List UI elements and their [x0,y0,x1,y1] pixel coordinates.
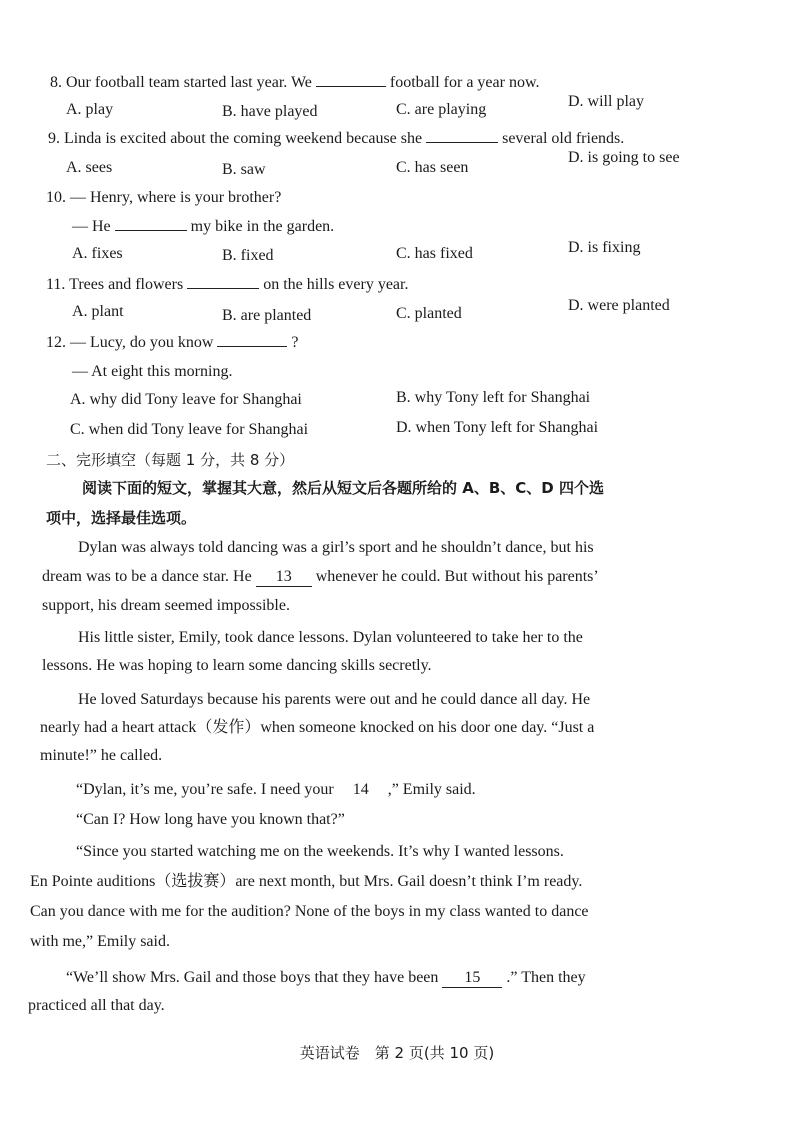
stem-text: — Lucy, do you know [70,334,214,351]
option-c: C. planted [396,305,462,322]
question-10-line2 [72,216,334,237]
passage-line: “Since you started watching me on the weekends. It’s why I wanted lessons. [76,843,564,860]
passage-text: whenever he could. But without his parents’ [315,568,599,585]
passage-text: .” Then they [506,969,586,986]
passage-line: He loved Saturdays because his parents were out and he could dance all day. He [78,691,591,708]
question-12-line1 [46,332,299,353]
passage-line: minute!” he called. [40,747,163,764]
question-9-stem [48,128,624,149]
question-number: 12. [46,334,66,351]
passage-line: Dylan was always told dancing was a girl’s sport and he shouldn’t dance, but his [78,539,594,556]
option-d: D. were planted [568,297,670,314]
question-number: 10. [46,189,66,206]
cloze-blank-15: 15 [442,969,502,988]
passage-line: with me,” Emily said. [30,933,170,950]
passage-text: ,” Emily said. [387,781,476,798]
option-c: C. has seen [396,159,469,176]
passage-line: Can you dance with me for the audition? None of the boys in my class wanted to dance [30,903,589,920]
option-c: C. when did Tony leave for Shanghai [70,421,309,438]
cloze-blank-13: 13 [256,568,312,587]
stem-text: several old friends. [502,130,625,147]
option-d: D. when Tony left for Shanghai [396,419,599,436]
question-number: 9. [48,130,60,147]
cloze-blank-14: 14 [352,781,369,798]
answer-blank [426,128,498,143]
option-b: B. have played [222,103,318,120]
passage-line: support, his dream seemed impossible. [42,597,290,614]
stem-text: my bike in the garden. [190,218,335,235]
passage-line: practiced all that day. [28,997,165,1014]
passage-line [42,567,599,587]
option-b: B. fixed [222,247,274,264]
option-d: D. will play [568,93,644,110]
stem-text: on the hills every year. [263,276,409,293]
option-b: B. saw [222,161,266,178]
passage-line: lessons. He was hoping to learn some dancing skills secretly. [42,657,432,674]
passage-text: dream was to be a dance star. He [42,568,252,585]
stem-text: — He [72,218,111,235]
stem-text: — Henry, where is your brother? [70,189,282,206]
passage-line: En Pointe auditions（选拔赛）are next month, but Mrs. Gail doesn’t think I’m ready. [30,873,583,890]
question-number: 11. [46,276,66,293]
page-footer: 英语试卷 第 2 页(共 10 页) [299,1044,495,1062]
section-instruction-line1: 阅读下面的短文，掌握其大意，然后从短文后各题所给的 A、B、C、D 四个选 [82,479,604,497]
answer-blank [187,274,259,289]
answer-blank [217,332,287,347]
option-d: D. is fixing [568,239,641,256]
question-11-stem [46,274,408,295]
option-b: B. why Tony left for Shanghai [396,389,591,406]
stem-text: Trees and flowers [69,276,184,293]
passage-text: “Dylan, it’s me, you’re safe. I need your [76,781,334,798]
section-heading: 二、完形填空（每题 1 分，共 8 分） [46,451,295,469]
option-a: A. why did Tony leave for Shanghai [70,391,302,408]
passage-line [76,780,476,800]
option-d: D. is going to see [568,149,680,166]
stem-text: football for a year now. [389,74,540,91]
passage-text: “We’ll show Mrs. Gail and those boys that they have been [66,969,439,986]
question-10-line1 [46,188,281,208]
option-a: A. sees [66,159,113,176]
passage-line: nearly had a heart attack（发作）when someone knocked on his door one day. “Just a [40,719,595,736]
question-8-stem [50,72,539,93]
option-c: C. are playing [396,101,487,118]
passage-line [66,968,586,988]
stem-text: ? [291,334,299,351]
passage-line: His little sister, Emily, took dance lessons. Dylan volunteered to take her to the [78,629,583,646]
answer-blank [115,216,187,231]
question-number: 8. [50,74,62,91]
option-a: A. fixes [72,245,123,262]
question-12-line2: — At eight this morning. [72,363,233,380]
answer-blank [316,72,386,87]
option-b: B. are planted [222,307,312,324]
option-c: C. has fixed [396,245,473,262]
option-a: A. plant [72,303,124,320]
passage-line: “Can I? How long have you known that?” [76,811,345,828]
section-instruction-line2: 项中，选择最佳选项。 [46,509,197,527]
option-a: A. play [66,101,114,118]
stem-text: Linda is excited about the coming weekend because she [64,130,423,147]
stem-text: Our football team started last year. We [66,74,312,91]
